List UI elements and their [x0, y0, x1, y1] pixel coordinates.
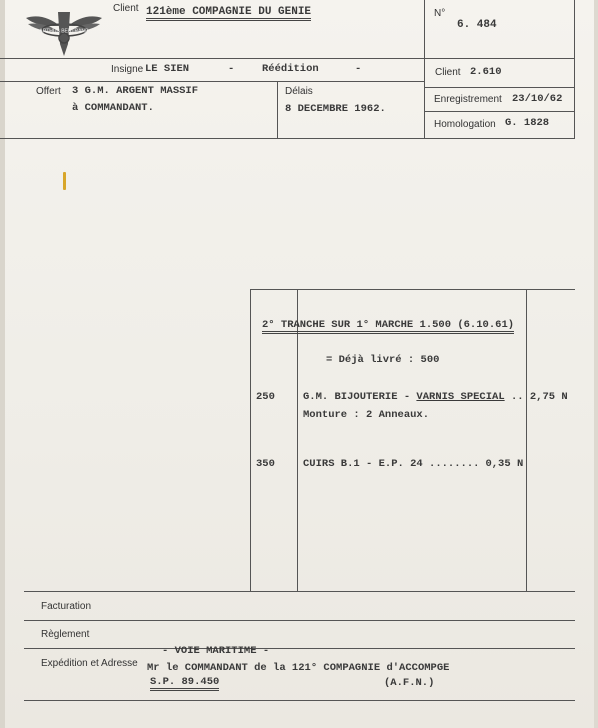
arthus-bertrand-logo: [24, 4, 104, 62]
table-price-rule: [526, 289, 527, 591]
table-left-rule: [250, 289, 251, 591]
insigne-dash-1: -: [228, 63, 235, 75]
client-name: 121ème COMPAGNIE DU GENIE: [146, 6, 311, 21]
offert-line-2: à COMMANDANT.: [72, 102, 154, 114]
homologation-value: G. 1828: [505, 117, 550, 129]
number-value: 6. 484: [457, 19, 497, 31]
row-2-desc: Monture : 2 Anneaux.: [303, 409, 430, 421]
row-1-qty: 250: [256, 391, 275, 403]
rule-facturation-top: [24, 591, 575, 592]
row-1-price: 2,75 N: [529, 391, 568, 403]
offert-label: Offert: [36, 86, 61, 97]
rule-reglement-top: [24, 620, 575, 621]
deja-livre: = Déjà livré : 500: [326, 354, 440, 366]
enregistrement-value: 23/10/62: [512, 93, 563, 105]
expedition-label: Expédition et Adresse: [41, 658, 138, 669]
client-label: Client: [113, 3, 139, 14]
client-code-value: 2.610: [470, 66, 502, 78]
table-qty-rule: [297, 289, 298, 591]
enregistrement-label: Enregistrement: [434, 94, 502, 105]
reedition-text: Réédition: [262, 63, 319, 75]
row-3-desc: [303, 458, 523, 470]
row-3-qty: 350: [256, 458, 275, 470]
number-label: N°: [434, 8, 446, 19]
insigne-value: LE SIEN: [145, 63, 190, 75]
page-edge-right: [594, 0, 598, 728]
row-1-desc: [303, 391, 568, 403]
rule-header-bottom: [0, 58, 574, 59]
row-1-desc-main: G.M. BIJOUTERIE -: [303, 391, 417, 403]
rule-enregistrement-bottom: [424, 111, 574, 112]
row-1-desc-varnis: VARNIS SPECIAL: [416, 391, 505, 403]
expedition-sp: S.P. 89.450: [150, 676, 219, 691]
row-1-dots: ..: [504, 391, 530, 403]
homologation-label: Homologation: [434, 119, 496, 130]
rule-right-column: [424, 0, 425, 139]
row-3-dots: ........: [429, 458, 480, 470]
facturation-label: Facturation: [41, 601, 92, 612]
ink-mark: [63, 172, 66, 190]
rule-client-bottom: [424, 87, 574, 88]
expedition-afn: (A.F.N.): [384, 677, 435, 689]
logo-text: ARTHUS BERTRAND: [39, 28, 89, 35]
reglement-label: Règlement: [41, 629, 90, 640]
insigne-label: Insigne: [111, 64, 144, 75]
insigne-dash-2: -: [355, 63, 362, 75]
rule-block-bottom: [0, 138, 574, 139]
voie-maritime: - VOIE MARITIME -: [162, 645, 270, 657]
rule-delais-column: [277, 81, 278, 139]
offert-line-1: 3 G.M. ARGENT MASSIF: [72, 85, 199, 97]
client-code-label: Client: [435, 67, 461, 78]
rule-insigne-bottom: [0, 81, 424, 82]
rule-expedition-top: [24, 648, 575, 649]
delais-value: 8 DECEMBRE 1962.: [285, 103, 386, 115]
page-edge-left: [0, 0, 5, 728]
rule-expedition-bottom: [24, 700, 575, 701]
row-3-desc-main: CUIRS B.1 - E.P. 24: [303, 458, 430, 470]
row-3-price: 0,35 N: [485, 458, 524, 470]
expedition-address-line: Mr le COMMANDANT de la 121° COMPAGNIE d'ACCOMPGE: [147, 662, 450, 674]
order-title: 2° TRANCHE SUR 1° MARCHE 1.500 (6.10.61): [262, 319, 514, 334]
delais-label: Délais: [285, 86, 313, 97]
rule-right-edge: [574, 0, 575, 139]
